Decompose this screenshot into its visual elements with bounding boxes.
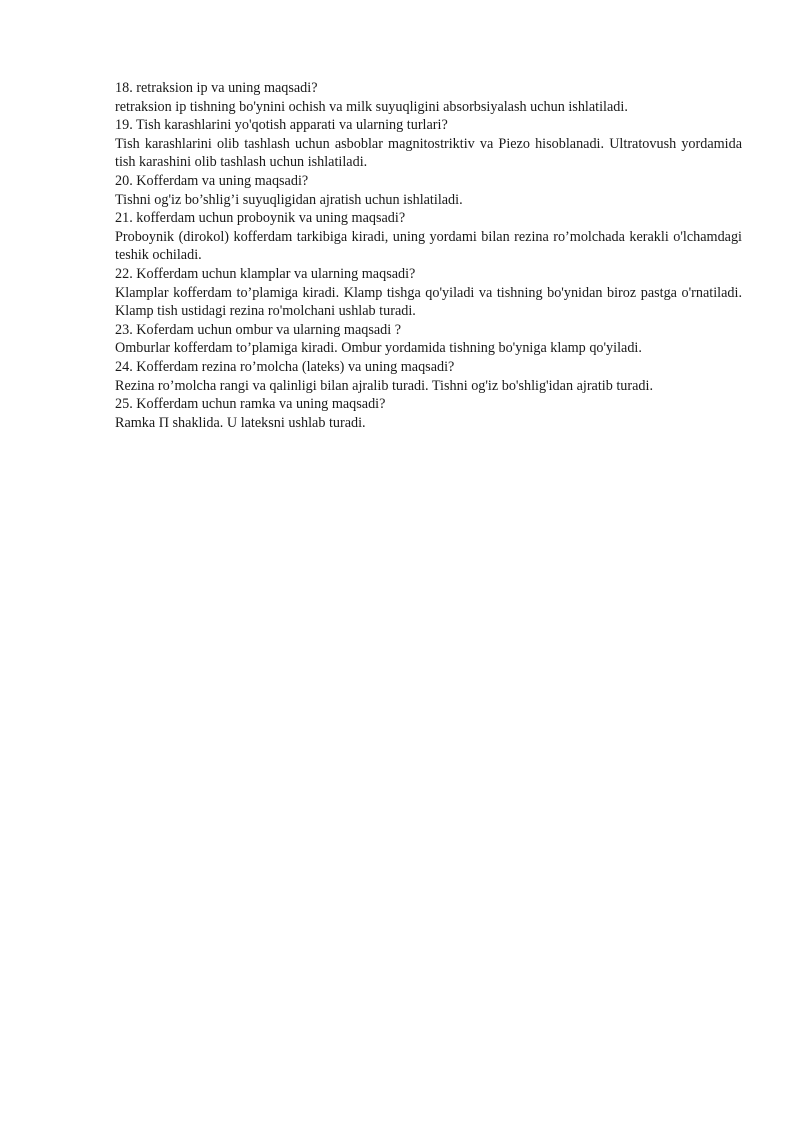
answer-21: Proboynik (dirokol) kofferdam tarkibiga kiradi, uning yordami bilan rezina ro’molchada kerakli o'lchamdagi teshik ochiladi.: [115, 228, 742, 264]
qa-item-22: [115, 265, 742, 321]
qa-item-21: [115, 209, 742, 265]
question-18: 18. retraksion ip va uning maqsadi?: [115, 80, 318, 96]
qa-item-20: [115, 172, 742, 209]
document-body: [115, 79, 742, 432]
answer-23: Omburlar kofferdam to’plamiga kiradi. Ombur yordamida tishning bo'yniga klamp qo'yiladi.: [115, 340, 642, 357]
question-20: 20. Kofferdam va uning maqsadi?: [115, 172, 309, 189]
question-25: 25. Kofferdam uchun ramka va uning maqsadi?: [115, 396, 386, 413]
question-24: 24. Kofferdam rezina ro’molcha (lateks) va uning maqsadi?: [115, 358, 455, 375]
question-23: 23. Koferdam uchun ombur va ularning maqsadi ?: [115, 321, 402, 338]
qa-item-18: [115, 79, 742, 116]
qa-item-19: [115, 116, 742, 172]
answer-19: Tish karashlarini olib tashlash uchun asboblar magnitostriktiv va Piezo hisoblanadi. Ultratovush yordamida tish karashini olib tashlash uchun ishlatiladi.: [115, 135, 742, 171]
qa-item-23: [115, 321, 742, 358]
question-22: 22. Kofferdam uchun klamplar va ularning maqsadi?: [115, 265, 416, 282]
question-21: 21. kofferdam uchun proboynik va uning maqsadi?: [115, 210, 406, 227]
answer-18: retraksion ip tishning bo'ynini ochish va milk suyuqligini absorbsiyalash uchun ishlatiladi.: [115, 98, 628, 115]
answer-22: Klamplar kofferdam to’plamiga kiradi. Klamp tishga qo'yiladi va tishning bo'ynidan biroz pastga o'rnatiladi. Klamp tish ustidagi rezina ro'molchani ushlab turadi.: [115, 284, 742, 320]
qa-item-25: [115, 395, 742, 432]
answer-20: Tishni og'iz bo’shlig’i suyuqligidan ajratish uchun ishlatiladi.: [115, 191, 463, 208]
answer-25: Ramka Π shaklida. U lateksni ushlab turadi.: [115, 414, 366, 431]
question-19: 19. Tish karashlarini yo'qotish apparati va ularning turlari?: [115, 117, 448, 134]
qa-item-24: [115, 358, 742, 395]
answer-24: Rezina ro’molcha rangi va qalinligi bilan ajralib turadi. Tishni og'iz bo'shlig'idan ajratib turadi.: [115, 377, 654, 394]
